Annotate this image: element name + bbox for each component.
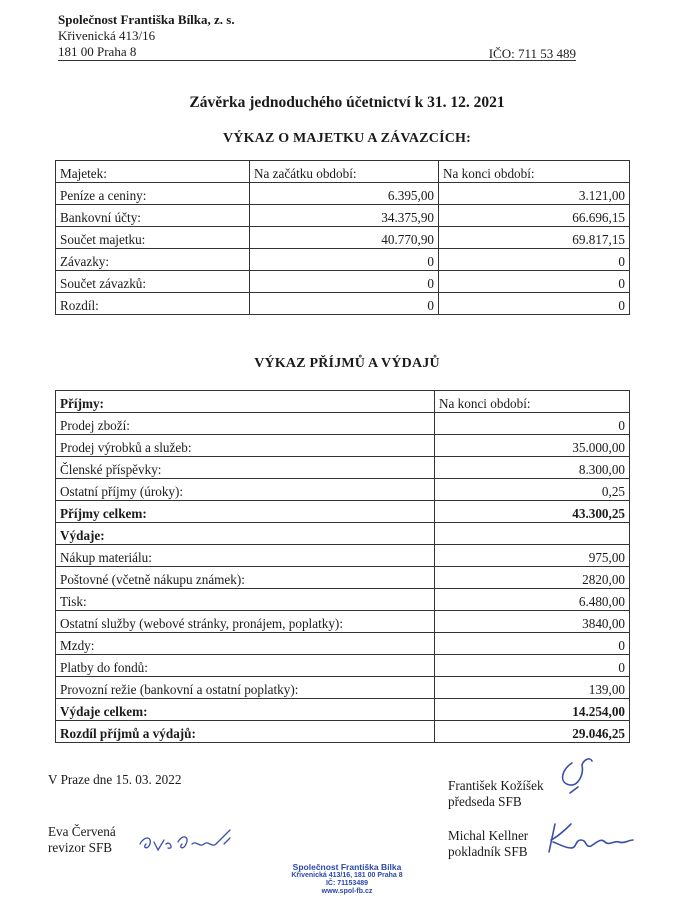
end-value: 0 bbox=[439, 249, 630, 271]
header-divider bbox=[58, 60, 576, 61]
row-value: 0,25 bbox=[435, 479, 630, 501]
organization-name: Společnost Františka Bílka, z. s. bbox=[58, 12, 235, 27]
row-value bbox=[435, 523, 630, 545]
row-label: Rozdíl: bbox=[56, 293, 250, 315]
chair-signature bbox=[548, 755, 608, 795]
table-row bbox=[56, 589, 630, 611]
row-label: Tisk: bbox=[56, 589, 435, 611]
start-value: 0 bbox=[250, 271, 439, 293]
auditor-role: revizor SFB bbox=[48, 840, 113, 855]
row-value: 8.300,00 bbox=[435, 457, 630, 479]
table-row bbox=[56, 457, 630, 479]
row-label: Provozní režie (bankovní a ostatní poplatky): bbox=[56, 677, 435, 699]
assets-section-title: VÝKAZ O MAJETKU A ZÁVAZCÍCH: bbox=[222, 131, 472, 146]
table-row bbox=[56, 435, 630, 457]
start-value: 0 bbox=[250, 249, 439, 271]
row-value: 0 bbox=[435, 413, 630, 435]
end-value: 3.121,00 bbox=[439, 183, 630, 205]
income-total-row bbox=[56, 501, 630, 523]
start-value: 40.770,90 bbox=[250, 227, 439, 249]
table-row bbox=[56, 677, 630, 699]
row-label: Výdaje celkem: bbox=[56, 699, 435, 721]
table-row bbox=[56, 271, 630, 293]
expenses-header-row bbox=[56, 523, 630, 545]
organization-stamp bbox=[0, 862, 694, 896]
table-header-row bbox=[56, 391, 630, 413]
row-value: 0 bbox=[435, 633, 630, 655]
row-label: Součet závazků: bbox=[56, 271, 250, 293]
table-row bbox=[56, 545, 630, 567]
table-row bbox=[56, 183, 630, 205]
difference-row bbox=[56, 721, 630, 743]
row-label: Prodej výrobků a služeb: bbox=[56, 435, 435, 457]
row-value: 43.300,25 bbox=[435, 501, 630, 523]
column-header: Na konci období: bbox=[439, 161, 630, 183]
start-value: 0 bbox=[250, 293, 439, 315]
chair-signature-block bbox=[448, 778, 544, 810]
expense-total-row bbox=[56, 699, 630, 721]
treasurer-role: pokladník SFB bbox=[448, 844, 528, 859]
stamp-name: Společnost Františka Bílka bbox=[292, 862, 402, 872]
treasurer-signature bbox=[545, 818, 635, 858]
table-row bbox=[56, 205, 630, 227]
table-row bbox=[56, 227, 630, 249]
row-value: 139,00 bbox=[435, 677, 630, 699]
auditor-name: Eva Červená bbox=[48, 824, 116, 839]
row-label: Závazky: bbox=[56, 249, 250, 271]
row-value: 6.480,00 bbox=[435, 589, 630, 611]
stamp-ic: IČ: 71153489 bbox=[325, 880, 369, 887]
treasurer-name: Michal Kellner bbox=[448, 828, 529, 843]
row-label: Poštovné (včetně nákupu známek): bbox=[56, 567, 435, 589]
row-value: 29.046,25 bbox=[435, 721, 630, 743]
row-label: Výdaje: bbox=[56, 523, 435, 545]
row-label: Nákup materiálu: bbox=[56, 545, 435, 567]
row-value: 3840,00 bbox=[435, 611, 630, 633]
document-title: Závěrka jednoduchého účetnictví k 31. 12. 2021 bbox=[189, 94, 505, 111]
row-label: Členské příspěvky: bbox=[56, 457, 435, 479]
end-value: 66.696,15 bbox=[439, 205, 630, 227]
assets-liabilities-table bbox=[55, 160, 630, 315]
organization-city: 181 00 Praha 8 bbox=[58, 44, 137, 59]
row-label: Prodej zboží: bbox=[56, 413, 435, 435]
auditor-signature-block bbox=[48, 824, 116, 856]
row-label: Bankovní účty: bbox=[56, 205, 250, 227]
income-section-title: VÝKAZ PŘÍJMŮ A VÝDAJŮ bbox=[254, 356, 440, 371]
row-value: 35.000,00 bbox=[435, 435, 630, 457]
row-value: 14.254,00 bbox=[435, 699, 630, 721]
row-value: 0 bbox=[435, 655, 630, 677]
row-label: Platby do fondů: bbox=[56, 655, 435, 677]
start-value: 34.375,90 bbox=[250, 205, 439, 227]
table-header-row bbox=[56, 161, 630, 183]
column-header: Na konci období: bbox=[435, 391, 630, 413]
column-header: Na začátku období: bbox=[250, 161, 439, 183]
row-value: 2820,00 bbox=[435, 567, 630, 589]
auditor-signature bbox=[138, 826, 238, 862]
row-label: Příjmy celkem: bbox=[56, 501, 435, 523]
column-header: Příjmy: bbox=[56, 391, 435, 413]
treasurer-signature-block bbox=[448, 828, 528, 860]
table-row bbox=[56, 567, 630, 589]
row-label: Ostatní příjmy (úroky): bbox=[56, 479, 435, 501]
organization-street: Křivenická 413/16 bbox=[58, 28, 156, 43]
row-label: Peníze a ceniny: bbox=[56, 183, 250, 205]
end-value: 69.817,15 bbox=[439, 227, 630, 249]
end-value: 0 bbox=[439, 293, 630, 315]
end-value: 0 bbox=[439, 271, 630, 293]
chair-name: František Kožíšek bbox=[448, 778, 544, 793]
organization-ico: IČO: 711 53 489 bbox=[488, 46, 576, 61]
row-label: Rozdíl příjmů a výdajů: bbox=[56, 721, 435, 743]
table-row bbox=[56, 611, 630, 633]
start-value: 6.395,00 bbox=[250, 183, 439, 205]
row-label: Součet majetku: bbox=[56, 227, 250, 249]
income-expense-table bbox=[55, 390, 630, 743]
row-value: 975,00 bbox=[435, 545, 630, 567]
place-date: V Praze dne 15. 03. 2022 bbox=[48, 772, 182, 787]
stamp-web: www.spol-fb.cz bbox=[321, 888, 373, 895]
column-header: Majetek: bbox=[56, 161, 250, 183]
table-row bbox=[56, 633, 630, 655]
row-label: Mzdy: bbox=[56, 633, 435, 655]
table-row bbox=[56, 413, 630, 435]
table-row bbox=[56, 479, 630, 501]
row-label: Ostatní služby (webové stránky, pronájem, poplatky): bbox=[56, 611, 435, 633]
table-row bbox=[56, 655, 630, 677]
stamp-address: Křivenická 413/16, 181 00 Praha 8 bbox=[291, 872, 403, 879]
chair-role: předseda SFB bbox=[448, 794, 522, 809]
table-row bbox=[56, 249, 630, 271]
table-row bbox=[56, 293, 630, 315]
